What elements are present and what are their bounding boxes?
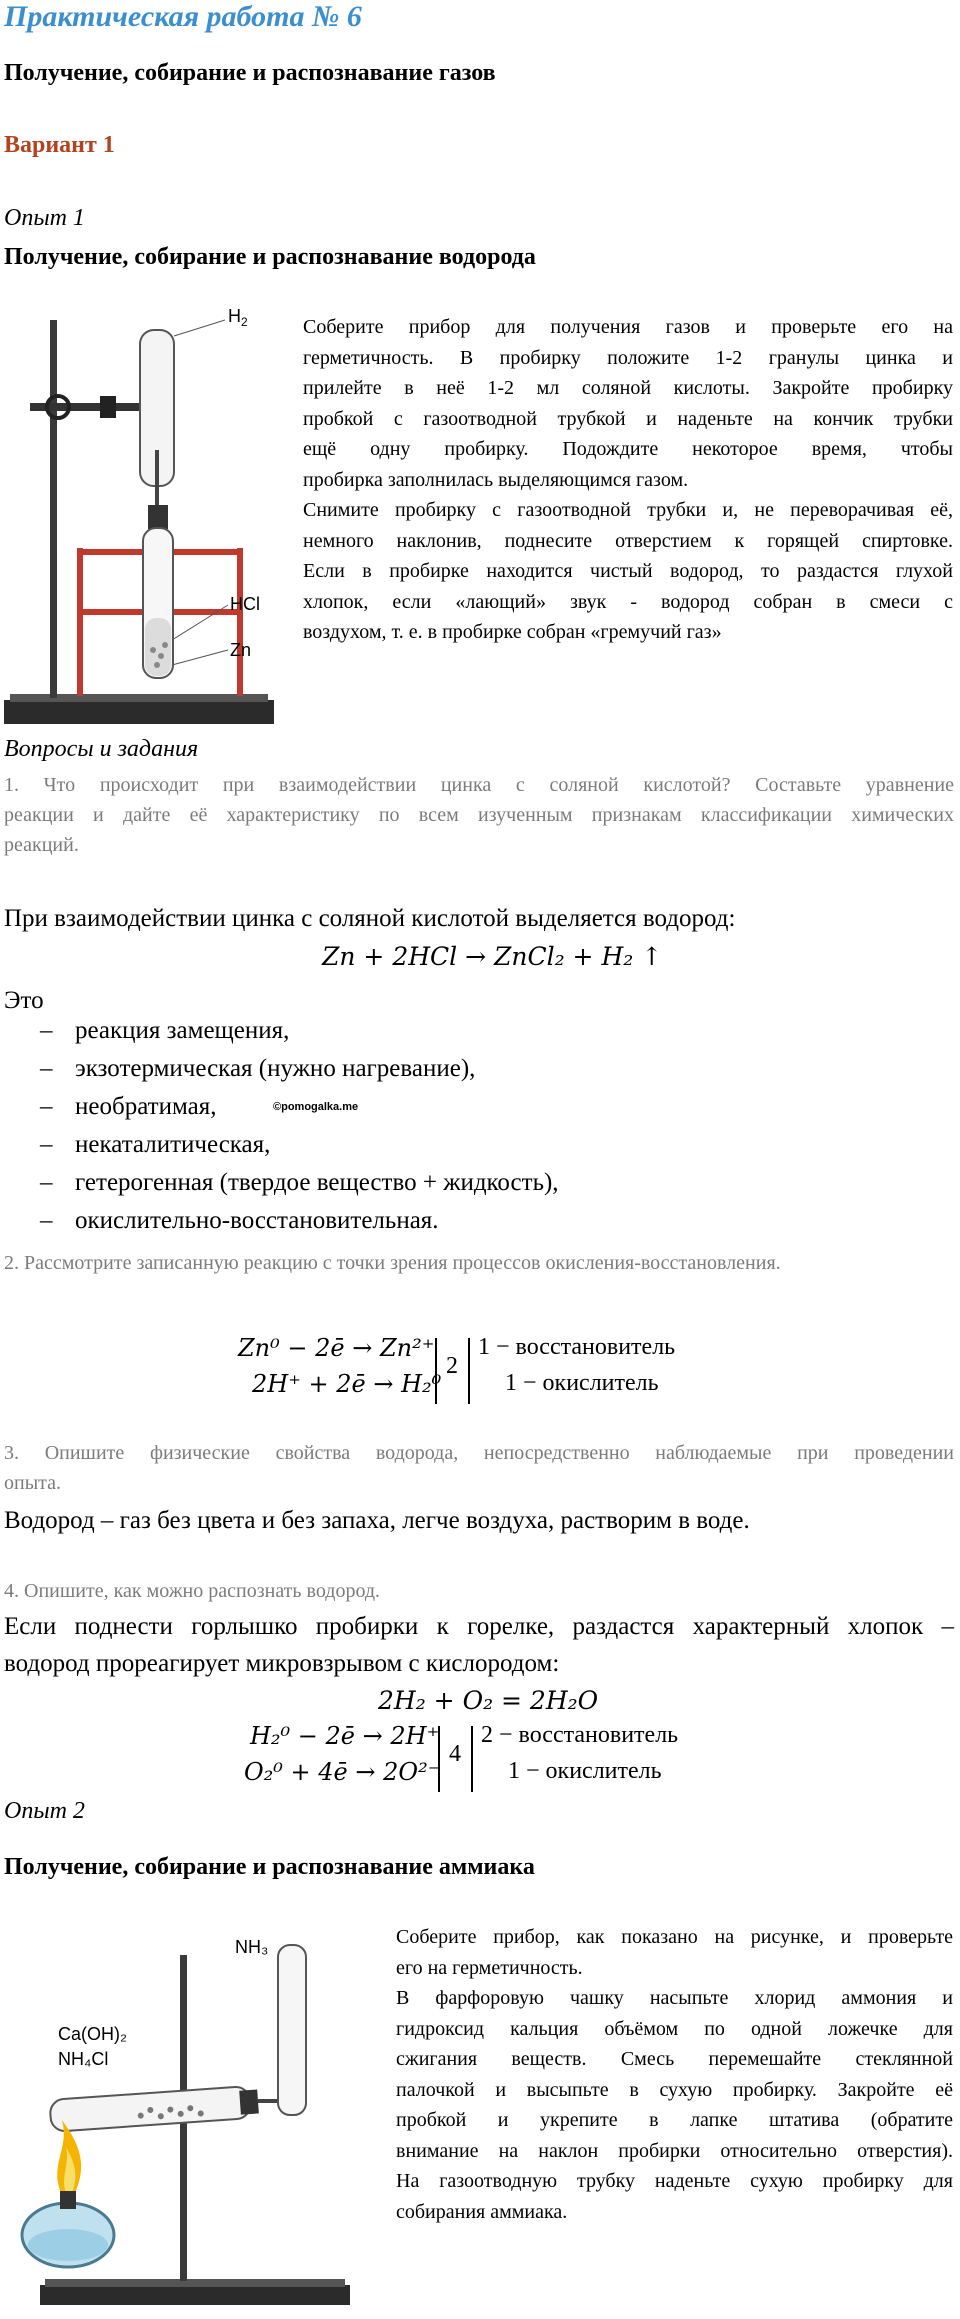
exp2-label: Опыт 2 [4,1798,85,1824]
answer-1-intro: При взаимодействии цинка с соляной кислотой выделяется водород: [4,905,736,932]
redox-1-bar-left [435,1338,437,1404]
hydrogen-apparatus-figure [0,300,285,728]
page-subtitle: Получение, собирание и распознавание газов [4,60,496,86]
label-zn: Zn [230,640,252,660]
redox-1-coef: 2 [446,1353,458,1379]
label-hcl: HCl [230,594,260,614]
exp2-instructions: Соберите прибор, как показано на рисунке, и проверьте его на герметичность. В фарфоровую чашку насыпьте хлорид аммония и гидроксид кальция объёмом по одной ложечке для сжигания веществ. Смесь перемешайте стеклянной палочкой и высыпьте в сухую пробирку. Закройте её пробкой и укрепите в лапке штатива (обратите внимание на наклон пробирки относительно отверстия). На газоотводную трубку наденьте сухую пробирку для собирания аммиака. [396,1926,953,2223]
questions-heading: Вопросы и задания [4,736,199,762]
list-item: – гетерогенная (твердое вещество + жидкость), [40,1169,559,1196]
exp1-label: Опыт 1 [4,205,85,231]
answer-1-equation: Zn + 2HCl → ZnCl₂ + H₂ ↑ [322,942,663,971]
answer-4-equation: 2H₂ + O₂ = 2H₂O [378,1686,599,1715]
redox-1-oxidizer: 1 − окислитель [505,1370,659,1396]
exp1-heading: Получение, собирание и распознавание водорода [4,244,536,270]
label-caoh2: Ca(OH)₂ [58,2024,127,2044]
list-item: – необратимая, [40,1093,217,1120]
watermark: ©pomogalka.me [273,1101,359,1113]
redox-2-line-2: O₂⁰ + 4ē → 2O²⁻ [244,1758,441,1786]
answer-3: Водород – газ без цвета и без запаха, легче воздуха, растворим в воде. [4,1507,750,1534]
redox-2-bar-right [471,1726,473,1792]
question-3: 3. Опишите физические свойства водорода, непосредственно наблюдаемые при проведении опыта. [4,1442,954,1494]
question-1: 1. Что происходит при взаимодействии цинка с соляной кислотой? Составьте уравнение реакции и дайте её характеристику по всем изученным признакам классификации химических реакций. [4,774,954,856]
redox-2-reducer: 2 − восстановитель [481,1722,679,1748]
list-item: – экзотермическая (нужно нагревание), [40,1055,476,1082]
exp2-heading: Получение, собирание и распознавание аммиака [4,1854,535,1880]
list-item: – некаталитическая, [40,1131,271,1158]
redox-1-reducer: 1 − восстановитель [478,1334,676,1360]
list-item: – окислительно-восстановительная. [40,1207,439,1234]
redox-2-bar-left [438,1726,440,1792]
answer-1-this: Это [4,987,44,1014]
exp1-instructions: Соберите прибор для получения газов и проверьте его на герметичность. В пробирку положите 1-2 гранулы цинка и прилейте в неё 1-2 мл соляной кислоты. Закройте пробирку пробкой с газоотводной трубкой и наденьте на кончик трубки ещё одну пробирку. Подождите некоторое время, чтобы пробирка заполнилась выделяющимся газом. Снимите пробирку с газоотводной трубки и, не переворачивая её, немного наклонив, поднесите отверстием к горящей спиртовке. Если в пробирке находится чистый водород, то раздастся глухой хлопок, если «лающий» звук - водород собран в смеси с воздухом, т. е. в пробирке собран «гремучий газ» [303,316,953,643]
redox-1-line-2: 2H⁺ + 2ē → H₂⁰ [252,1370,442,1398]
answer-4: Если поднести горлышко пробирки к горелке, раздастся характерный хлопок – водород прореагирует микровзрывом с кислородом: [4,1613,954,1677]
question-4: 4. Опишите, как можно распознать водород. [4,1580,381,1602]
variant-label: Вариант 1 [4,132,115,158]
page-title: Практическая работа № 6 [4,0,362,33]
redox-1-line-1: Zn⁰ − 2ē → Zn²⁺ [238,1334,435,1362]
redox-2-coef: 4 [449,1741,461,1767]
label-nh3: NH₃ [235,1937,269,1957]
question-2: 2. Рассмотрите записанную реакцию с точки зрения процессов окисления-восстановления. [4,1252,781,1274]
redox-2-oxidizer: 1 − окислитель [508,1758,662,1784]
label-h2: $H_2$ [228,306,248,329]
label-nh4cl: NH₄Cl [58,2049,109,2069]
redox-1-bar-right [468,1338,470,1404]
list-item: – реакция замещения, [40,1017,290,1044]
redox-2-line-1: H₂⁰ − 2ē → 2H⁺ [250,1722,440,1750]
ammonia-apparatus-figure [0,1915,385,2315]
